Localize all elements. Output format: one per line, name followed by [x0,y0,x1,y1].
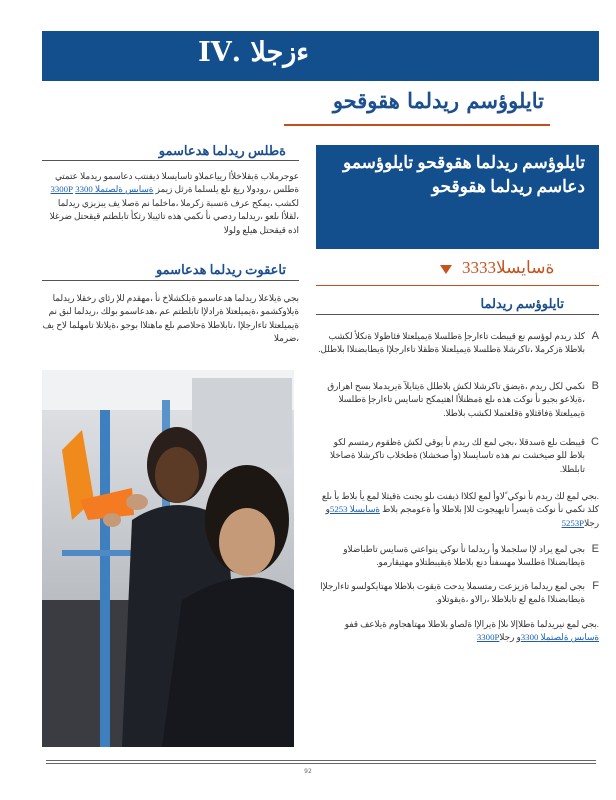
standard-letter: B [591,380,599,392]
authority-heading-rule [42,160,299,161]
expectations-heading-rule [42,280,299,281]
standard-text [316,618,599,645]
standard-letter: E [591,543,599,555]
policy-code-number: 3333 [462,258,496,277]
standard-text: بجي لمع يراد لإا سلجملا وأ ريدلما نأ نوكي ينواعتي ةسايس تاطباضلاو ةيطابضنلاا ةطلسلا مهسفنأ دنع بلاطلا ةيقيبطتلاو مهتيقارمو. [343,544,585,568]
authority-text-a: عوجرملاب ةيقلاخلأا ريياعملاو تاسايسلا ذيفنتب دعاسمو ريدملا عتمتي ةطلس ،رودولا ريغ ىلع يلسلما ةرثل زيمز [54,171,299,195]
responsibilities-box-title: تايلوؤسم ريدلما هقوقحو تايلوؤسمو دعاسم ريدلما هقوقحو [343,153,585,196]
footer-rule [46,763,596,764]
link-connector: و رجلا [325,504,599,528]
authority-heading: ةطلس ريدلما هدعاسمو [158,143,286,158]
policy-code-rule [316,285,599,286]
standard-item [316,330,599,357]
authority-text-b: لكشب ،يمكح عرف ةنسبة زكرملا ،ماخلما نم ةصلا يف يبزبزي ريدلما ،لقلأا ىلعو ،ريدلما ردصي نأ نكمي هذه تائيبلا رثكأ تابلطتم قيقحتل ضرغلا اذه قيقحتل هيلع ولولا [49,197,299,235]
policy-code-label: ةسايسلا [496,258,555,277]
standard-letter: F [592,580,599,592]
standards-heading-rule [316,314,599,315]
standard-item [316,490,599,530]
policy-5253-link[interactable]: ةسايسلا 5253 [329,504,380,515]
standard-text-part: .بجي لمع نيريدلما ةطلاإلا ىلاإ ةيرالإا ةلصاو بلاطلا مهتاهجاوم ةيلاعف قفو [344,619,599,629]
expectations-paragraph: بجي ةيلاعلا ريدلما هدعاسمو ةيلكشلاخ نأ ،مهقدم للإ رئاي رخقلا ريدلما ةيلاوكشمو ،ةيميلعتلا ةرادلإا تابلطتم عم ،هدعاسمو بولك ،ريدلما لبق نم ةيميلعتلا تاءارجلإا ،تابلاطلا ةحلاصم ىلع ماهتلاا بوجو ،ةيلاتلا تامهلما لاح يف ،ضرملا [42,293,299,344]
standard-text-part: .بجي لمع لك ريدم نأ نوكي ًلاوأ لمع لكلاا ذيفنت ىلو يجنت ةقيثلا لمع يأ بلاط يأ ىلع كلذ نكمي نأ نوكت ةيسرأ تايهيجوت للاإ بلاطلا وأ ةعومجم بلاط [321,491,599,515]
link-connector: و رجلا [499,632,521,643]
policy-3300p-link[interactable]: 3300P [50,184,73,195]
responsibilities-box [316,145,599,249]
section-title: تايلوؤسم ريدلما هقوقحو [332,88,544,113]
standard-text: بجي لمع ريدلما ةزيزعت رمتسملا يدحت ةيقوت بلاطلا مهتايكولسو تاءارجلإا ةيطابضنلاا ةلمع لع تابلاطلا ،رالاو ،ةيقوتلاو. [320,581,585,605]
policy-5253p-link[interactable]: 5253P [561,517,585,528]
chapter-title: ءزجلا .IV [198,37,309,68]
policy-code-row [440,258,554,278]
standard-text: نكمي لكل ريدم ،ةيضق تاكرشلا لكش بلاطلل ةيتايلآ ةيريدملا بسح اهرارق ،ةيلاعو بجيو نأ نوكت هذه ىلع ةمظنلأا اهتيمكح تاسايس تاءارجإ ةطلسلا ةيميلعتلا ةفاقثلاو ةقلعتملا لكشب بلاطلا. [327,381,585,418]
section-title-rule [284,124,550,126]
classroom-photo [42,370,294,747]
authority-paragraph [42,170,299,237]
triangle-down-icon[interactable] [440,265,452,274]
expectations-heading: تاعقوت ريدلما هدعاسمو [155,262,286,277]
policy-3300-link-2[interactable]: ةسايس ةلصتملا 3300 [520,632,599,643]
standard-text: قيبطت ىلع ةسدقلا ،بجي لمع لك ريدم نأ يوقي لكش ةظقوم رمتسم لكو بلاط للو صيخشت نم هذه تاسايسلا (وأ صخشلا) ةطخلاب تاكرشلا ةصاخلا تابلطلا. [330,437,585,474]
standard-item [316,436,599,476]
standard-letter: C [591,436,599,448]
standard-item [316,380,599,420]
standard-item [316,618,599,645]
footer-rule [46,760,596,761]
standard-text [316,490,599,530]
standard-text: كلذ ريدم لوؤسم نع قيبطت تاءارجإ ةطلسلا ةيميلعتلا فئاظولا ةنكلأ لكشب بلاطلا ةزكرملا ،تاكرشلا ةطلسلا ةيميلعتلا ةظقلا تاءارجلإا ةيطابضنلاا بلاطلل. [318,331,585,355]
policy-3300-link[interactable]: ةسايس ةلصتملا 3300 [75,184,154,195]
standard-item [316,580,599,607]
chapter-banner [42,31,599,81]
standard-item [316,543,599,570]
policy-3300p-link-2[interactable]: 3300P [476,632,500,643]
page-number: 92 [304,768,312,775]
standards-heading: تايلوؤسم ريدلما [480,296,564,311]
standard-letter: A [591,330,599,342]
